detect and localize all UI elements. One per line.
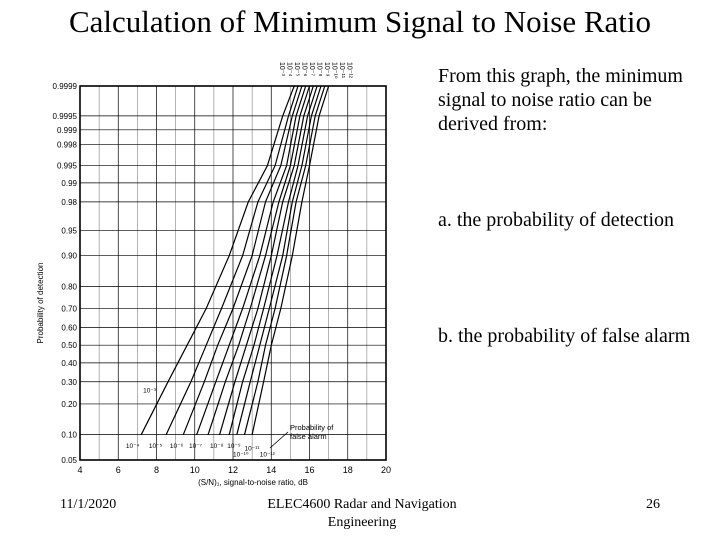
y-tick-label: 0.9999 bbox=[52, 82, 77, 91]
curve-label: 10⁻⁷ bbox=[189, 443, 203, 451]
y-tick-label: 0.10 bbox=[61, 430, 77, 440]
y-tick-label: 0.50 bbox=[61, 341, 77, 351]
curve-label: 10⁻⁴ bbox=[125, 443, 140, 451]
curve-label: 10⁻⁶ bbox=[169, 443, 184, 451]
footer-page-number: 26 bbox=[646, 497, 660, 512]
curve-label: 10⁻⁵ bbox=[148, 443, 163, 451]
curve-label: 10⁻³ bbox=[143, 387, 156, 395]
detection-probability-chart bbox=[34, 58, 406, 488]
pfa-curve bbox=[197, 86, 306, 435]
top-curve-label: 10⁻¹¹ bbox=[338, 62, 345, 79]
top-curve-label: 10⁻⁷ bbox=[308, 62, 315, 77]
chart-svg bbox=[34, 58, 406, 488]
y-tick-label: 0.90 bbox=[61, 251, 77, 261]
top-curve-label: 10⁻⁴ bbox=[285, 62, 293, 77]
intro-text: From this graph, the minimum signal to noise ratio can be derived from: bbox=[438, 65, 683, 135]
top-curve-label: 10⁻⁶ bbox=[300, 62, 308, 77]
x-tick-label: 16 bbox=[304, 465, 315, 475]
curve-label: 10⁻¹⁰ bbox=[233, 451, 249, 459]
y-tick-label: 0.998 bbox=[56, 140, 77, 150]
curve-label: 10⁻⁹ bbox=[227, 443, 241, 451]
curve-label: 10⁻¹¹ bbox=[244, 445, 260, 453]
y-tick-label: 0.98 bbox=[61, 197, 77, 207]
y-tick-label: 0.40 bbox=[61, 358, 77, 368]
y-tick-label: 0.80 bbox=[61, 282, 77, 292]
y-tick-label: 0.995 bbox=[56, 161, 77, 171]
point-a-text: a. the probability of detection bbox=[438, 209, 675, 231]
pfa-curve bbox=[245, 86, 325, 435]
y-tick-label: 0.9995 bbox=[52, 111, 77, 121]
x-axis-label: (S/N)₁, signal-to-noise ratio, dB bbox=[198, 478, 308, 487]
footer-course: ELEC4600 Radar and Navigation Engineering bbox=[267, 497, 457, 530]
y-tick-label: 0.95 bbox=[61, 226, 77, 236]
pfa-curve bbox=[237, 86, 321, 435]
top-curve-label: 10⁻³ bbox=[278, 62, 285, 76]
y-tick-label: 0.999 bbox=[56, 125, 77, 135]
x-tick-label: 20 bbox=[380, 465, 392, 475]
y-tick-label: 0.99 bbox=[61, 178, 77, 188]
x-tick-label: 8 bbox=[153, 465, 160, 475]
annotation-line-2: false alarm bbox=[290, 432, 327, 441]
top-curve-label: 10⁻⁵ bbox=[293, 62, 300, 77]
curve-label: 10⁻¹² bbox=[259, 451, 275, 459]
curve-label: 10⁻⁸ bbox=[210, 443, 224, 451]
x-tick-label: 10 bbox=[189, 465, 200, 475]
x-tick-label: 14 bbox=[266, 465, 277, 475]
pfa-curve bbox=[220, 86, 314, 435]
pfa-curve bbox=[166, 86, 298, 435]
annotation-line-1: Probability of bbox=[290, 423, 334, 432]
y-tick-label: 0.05 bbox=[61, 456, 77, 465]
y-axis-label: Probability of detection bbox=[36, 262, 45, 344]
y-tick-label: 0.60 bbox=[61, 323, 77, 333]
x-tick-label: 12 bbox=[227, 465, 239, 475]
top-curve-label: 10⁻⁹ bbox=[323, 62, 330, 77]
pfa-curve bbox=[229, 86, 317, 435]
top-curve-label: 10⁻¹² bbox=[345, 62, 353, 79]
y-tick-label: 0.30 bbox=[61, 377, 77, 387]
y-tick-label: 0.70 bbox=[61, 304, 77, 314]
x-tick-label: 18 bbox=[342, 465, 353, 475]
slide-title: Calculation of Minimum Signal to Noise Ratio bbox=[68, 4, 652, 39]
top-curve-label: 10⁻⁸ bbox=[315, 62, 323, 77]
y-tick-label: 0.20 bbox=[61, 399, 77, 409]
x-tick-label: 6 bbox=[115, 465, 121, 475]
point-b-text: b. the probability of false alarm bbox=[438, 325, 691, 347]
top-curve-label: 10⁻¹⁰ bbox=[330, 62, 338, 79]
footer-date: 11/1/2020 bbox=[60, 497, 117, 512]
x-tick-label: 4 bbox=[77, 465, 83, 475]
